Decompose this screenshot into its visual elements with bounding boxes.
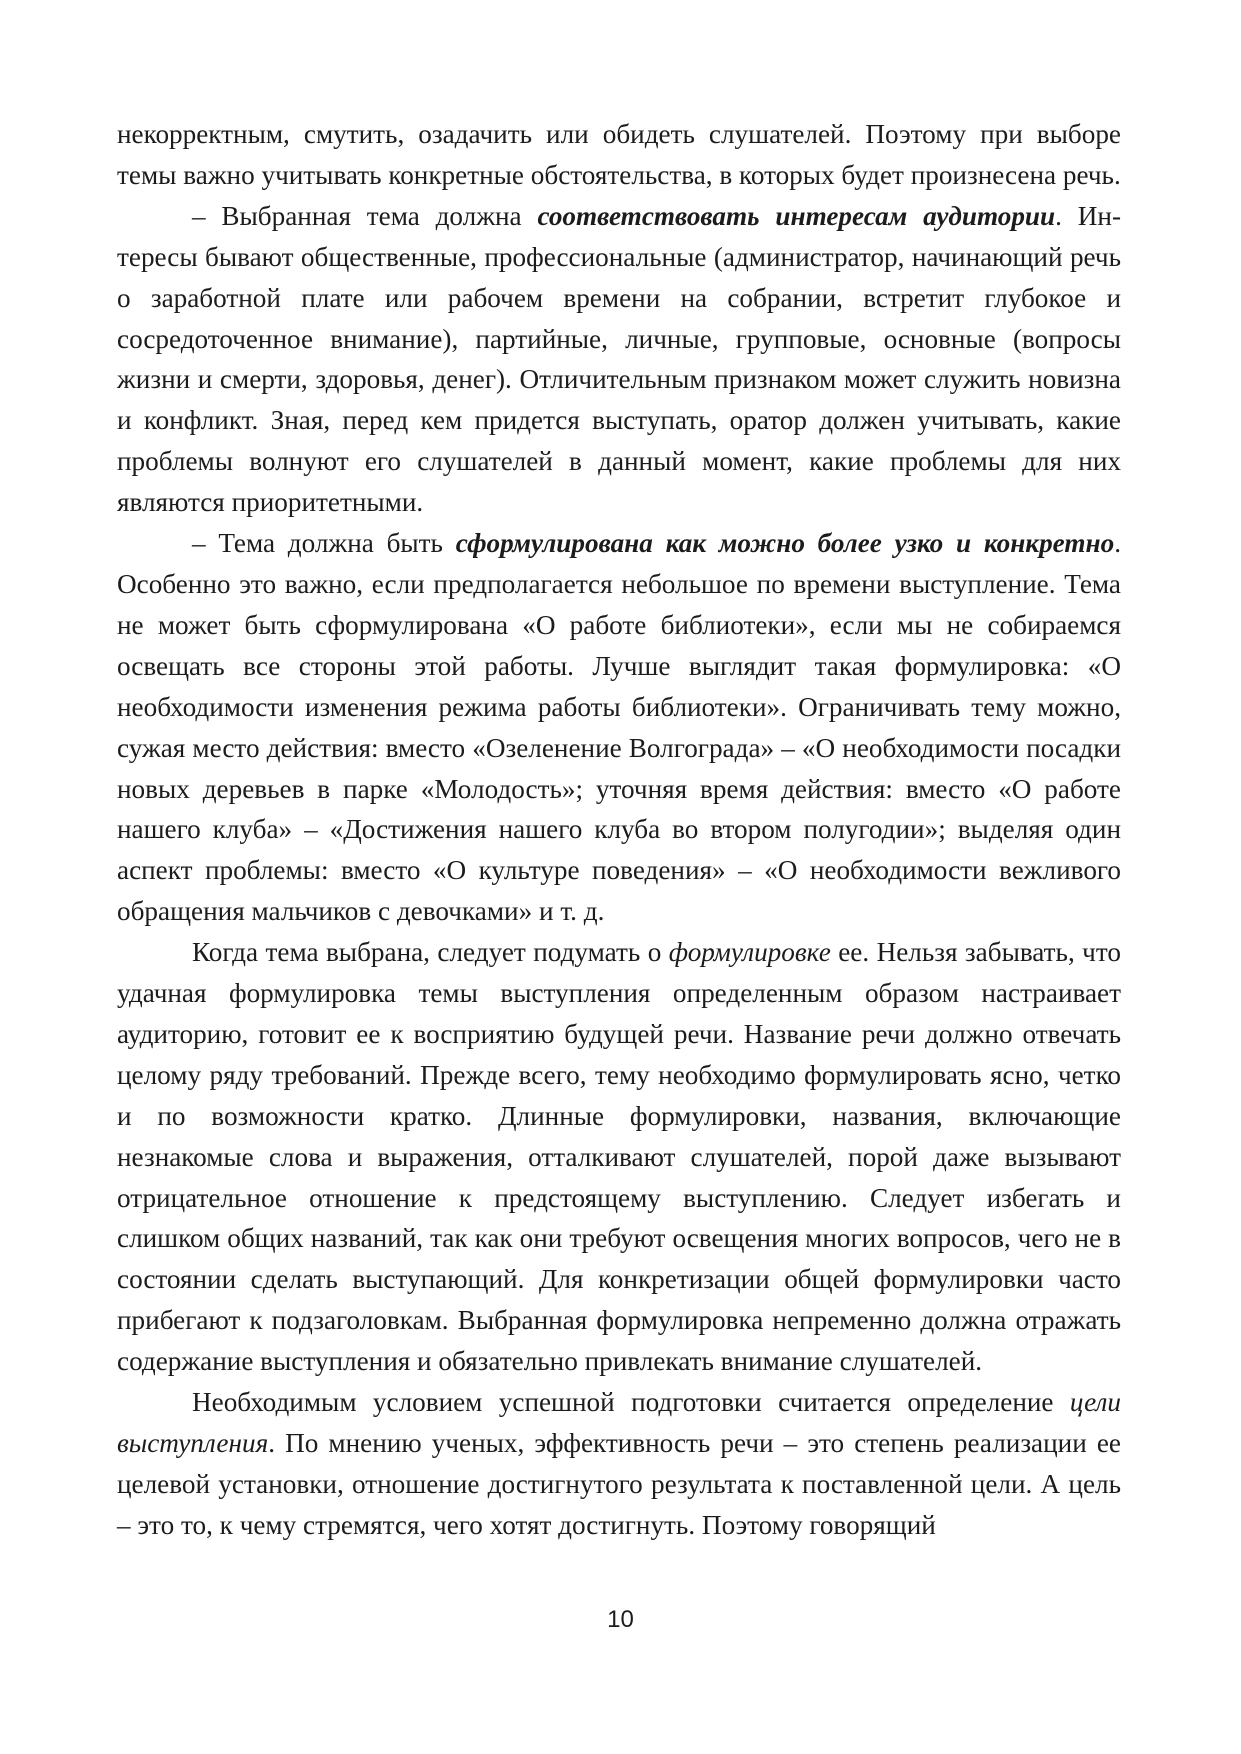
emphasis-italic: цели выступления	[117, 1387, 1121, 1458]
emphasis-bold-italic: сформулирована как можно более узко и конкретно	[455, 528, 1115, 559]
paragraph-text-lead: – Выбранная тема должна	[192, 200, 538, 231]
paragraph-audience-interests	[117, 196, 1121, 523]
paragraph-text-lead: – Тема должна быть	[192, 528, 456, 559]
paragraph-text-rest: ее. Нельзя забывать, что удачная формулировка темы выступления определенным образом настраивает аудиторию, готовит ее к восприятию будущей речи. Название речи должно отвечать целому ряду требований. Прежде всего, тему необходимо формулировать ясно, четко и по возможности кратко. Длинные формулировки, названия, включающие незнакомые слова и выражения, отталкивают слушателей, порой даже вызывают отрицательное отношение к предстоящему выступлению. Следует избегать и слишком общих названий, так как они требуют освещения многих вопросов, чего не в состоянии сделать выступающий. Для конкретизации общей формулировки часто прибегают к подзаголовкам. Выбранная формулировка непременно должна отражать содержание выступления и обязательно привлекать внимание слушателей.	[117, 937, 1121, 1377]
emphasis-bold-italic: соответствовать интересам аудитории	[537, 200, 1056, 231]
paragraph-continuation	[117, 114, 1121, 196]
paragraph-text-rest: . Интересы бывают общественные, профессиональные (администратор, начинающий речь о заработной плате или рабочем времени на собрании, встретит глубокое и сосредоточенное внимание), партийные, личные, групповые, основные (вопросы жизни и смерти, здоровья, денег). Отличительным признаком может служить новизна и конфликт. Зная, перед кем придется выступать, оратор должен учитывать, какие проблемы волнуют его слушателей в данный момент, какие проблемы для них являются приоритетными.	[117, 200, 1122, 518]
paragraph-speech-goal	[117, 1382, 1121, 1546]
paragraph-text-lead: Когда тема выбрана, следует подумать о	[192, 937, 669, 968]
paragraph-text: некорректным, смутить, озадачить или обидеть слушателей. Поэтому при выборе темы важно учитывать конкретные обстоятельства, в которых будет произнесена речь.	[117, 119, 1121, 190]
page-body	[117, 114, 1121, 1634]
paragraph-text-lead: Необходимым условием успешной подготовки считается определение	[192, 1387, 1070, 1418]
paragraph-narrow-topic	[117, 523, 1121, 932]
emphasis-italic: формулировке	[668, 937, 831, 968]
paragraph-text-rest: . По мнению ученых, эффективность речи – это степень реализации ее целевой установки, отношение достигнутого результата к поставленной цели. А цель – это то, к чему стремятся, чего хотят достигнуть. Поэтому говорящий	[117, 1428, 1121, 1540]
paragraph-text-rest: . Особенно это важно, если предполагается небольшое по времени выступление. Тема не может быть сформулирована «О работе библиотеки», если мы не собираемся освещать все стороны этой работы. Лучше выглядит такая формулировка: «О необходимости изменения режима работы библиотеки». Ограничивать тему можно, сужая место действия: вместо «Озеленение Волгограда» – «О необходимости посадки новых деревьев в парке «Молодость»; уточняя время действия: вместо «О работе нашего клуба» – «Достижения нашего клуба во втором полугодии»; выделяя один аспект проблемы: вместо «О культуре поведения» – «О необходимости вежливого обращения мальчиков с девочками» и т. д.	[117, 528, 1122, 927]
paragraph-formulation	[117, 932, 1121, 1382]
page-number: 10	[607, 1606, 634, 1633]
